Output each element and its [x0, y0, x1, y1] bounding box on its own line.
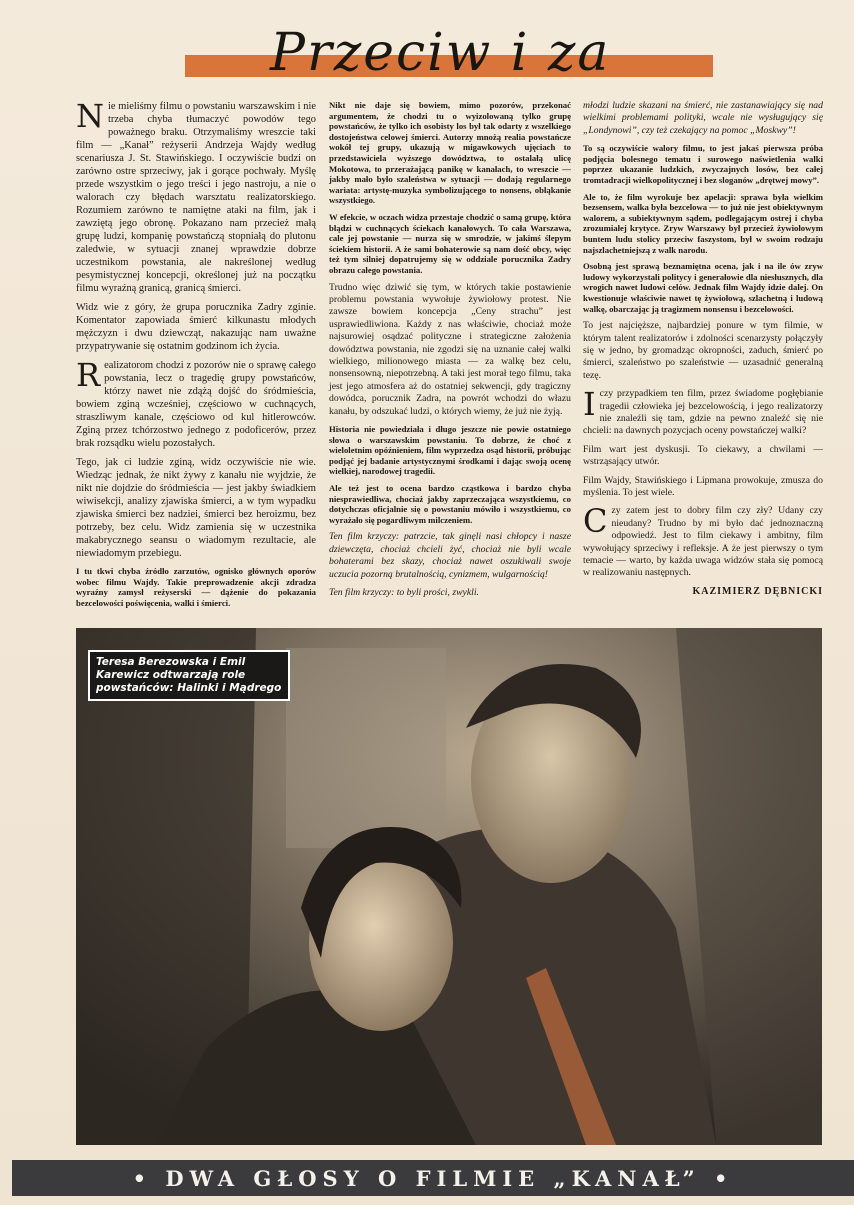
paragraph: Iczy przypadkiem ten film, przez świadome pogłębianie tragedii człowieka jej bezcelowością, i jego realizatorzy nie znaleźli się tam, gdzie na pewno znaleźć się nie chcieli: na dawnych pozycjach oceny powstańczej walki?	[583, 385, 823, 437]
drop-cap: C	[583, 502, 608, 541]
article-title: Przeciw i za	[270, 23, 611, 83]
paragraph: Nie mieliśmy filmu o powstaniu warszawskim i nie trzeba chyba tłumaczyć powodów tego poważnego braku. Otrzymaliśmy wreszcie taki film — „Kanał” reżyserii Andrzeja Wajdy według scenariusza J. St. Stawińskiego. I oczywiście budzi on zarówno ostre sprzeciwy, jak i gorące pochwały. Myślę przede wszystkim o jego treści i jego nastroju, a nie o walorach czy błędach warsztatu realizatorskiego. Rozumiem zarówno te namiętne ataki na film, jak i zawziętą jego obronę. Pokazano nam przecież małą grupę ludzi, kompanię powstańczą stopniałą do plutonu zaledwie, w sytuacji znanej wprawdzie dobrze uczestnikom powstania, ale nakreślonej według pesymistycznej koncepcji, określonej już na początku filmu wyraźną granicą, granicą śmierci.	[76, 97, 316, 294]
paragraph: Realizatorom chodzi z pozorów nie o sprawę całego powstania, lecz o tragedię grupy powstańców, którzy nawet nie zdążą dojść do śródmieścia, bowiem zginą wcześniej, częściowo w cuchnących, straszliwym kanale, częściowo od kul hitlerowców. Zginą przez tchórzostwo jednego z podoficerów, przez brak rozsądku wielu pozostałych.	[76, 356, 316, 449]
paragraph: Film wart jest dyskusji. To ciekawy, a chwilami — wstrząsający utwór.	[583, 443, 823, 468]
column-3	[583, 100, 823, 598]
author-signature: KAZIMIERZ DĘBNICKI	[692, 585, 823, 597]
column-2	[329, 100, 571, 605]
paragraph-italic: młodzi ludzie skazani na śmierć, nie zastanawiający się nad wielkimi problemami polityki, wcale nie wysługujący się „Londynowi”, czy też czekający na pomoc „Moskwy”!	[583, 100, 823, 136]
paragraph-bold: Osobną jest sprawą beznamiętna ocena, jak i na ile ów zryw ludowy wykorzystali politycy i generałowie dla niesłusznych, dla wrogich nawet ludowi celów. Jednak film Wajdy idzie dalej. On kwestionuje właściwie nawet tę żywiołową, szlachetną i ludową walkę, obarczając ją tragizmem nonsensu i bezcelowości.	[583, 261, 823, 314]
paragraph: Czy zatem jest to dobry film czy zły? Udany czy nieudany? Trudno by mi było dać jednoznaczną odpowiedź. Jest to film ciekawy i ambitny, film wywołujący sprzeciwy i refleksje. A że jest pierwszy o tym temacie — warto, by każda uwaga widzów stała się pomocą w realizowaniu następnych.	[583, 502, 823, 579]
paragraph-bold: Ale też jest to ocena bardzo cząstkowa i bardzo chyba niesprawiedliwa, chociaż jakby zaprzeczająca wszystkiemu, co dotychczas oficjalnie się o powstaniu mówiło i wszystkiemu, co wyrażało się pogardliwym milczeniem.	[329, 482, 571, 525]
paragraph-bold: Ale to, że film wyrokuje bez apelacji: sprawa była wielkim bezsensem, walka była bezcelowa — to już nie jest obiektywnym walorem, a subiektywnym sądem, podlegającym ostrej i chyba zrozumiałej krytyce. Zryw Warszawy był przecież żywiołowym buntem ludu stolicy przeciw faszystom, był w swoim rodzaju najszlachetniejszą z walk narodu.	[583, 191, 823, 255]
paragraph-bold: I tu tkwi chyba źródło zarzutów, ognisko głównych oporów wobec filmu Wajdy. Takie preprowadzenie akcji zdradza wyraźny zamysł reżyserski — dążenie do pokazania bezcelowości poświęcenia, walki i śmierci.	[76, 566, 316, 608]
paragraph: Trudno więc dziwić się tym, w których takie postawienie problemu powstania wywołuje żywiołowy protest. Nie zawsze bowiem koncepcja „Ceny strachu” jest usprawiedliwiona. Każdy z nas właściwie, chociaż może najsurowiej osądzać polityczne i strategiczne założenia dowództwa powstania, nie zgodzi się na uznanie całej walki wielkiego, milionowego miasta — za walkę bez celu, nonsensowną, niepotrzebną. A taki jest morał tego filmu, taka jest jego atmosfera aż do ostatniej sekwencji, gdy tragiczny dowódca, porucznik Zadra, na powrót wchodzi do włazu kanału, by odszukać ludzi, o których wiemy, że już nie żyją.	[329, 281, 571, 417]
section-footer-banner: • DWA GŁOSY O FILMIE „KANAŁ” •	[12, 1160, 854, 1196]
paragraph-bold: W efekcie, w oczach widza przestaje chodzić o samą grupę, która błądzi w cuchnących ściekach kanałowych. To cała Warszawa, cale jej powstanie — nurza się w smrodzie, w jakimś ślepym ściekiem historii. A że sami bohaterowie są nam dość obcy, więc też tym silniej dopatrujemy się w oddziale porucznika Zadry obrazu całego powstania.	[329, 211, 571, 275]
paragraph-italic: Ten film krzyczy: to byli prości, zwykli.	[329, 586, 479, 598]
photo-illustration	[76, 628, 822, 1145]
photo-caption: Teresa Berezowska i Emil Karewicz odtwarzają role powstańców: Halinki i Mądrego	[88, 650, 290, 701]
film-still-photo	[76, 628, 822, 1145]
paragraph: Film Wajdy, Stawińskiego i Lipmana prowokuje, zmusza do myślenia. To jest wiele.	[583, 474, 823, 498]
paragraph-bold: To są oczywiście walory filmu, to jest jakaś pierwsza próba podjęcia bolesnego tematu i surowego naświetlenia walki poprzez ukazanie ludzkich, zwyczajnych losów, bez całej tromtadracji wielkopolitycznej i bez sloganów „drętwej mowy”.	[583, 143, 823, 185]
drop-cap: N	[76, 97, 104, 135]
paragraph: Tego, jak ci ludzie zginą, widz oczywiście nie wie. Wiedząc jednak, że nikt żywy z kanału nie wyjdzie, że nikt nie dojdzie do śródmieścia — jest jakby świadkiem wiwisekcji, analizy zjawiska śmierci, a w tym wypadku zjawiska śmierci bez nadziei, śmierci bez heroizmu, bez potrzeby, bez celu. Widz zamienia się w uczestnika makabrycznego seansu o wiadomym rezultacie, ale niewiadomym przebiegu.	[76, 457, 316, 559]
paragraph: Widz wie z góry, że grupa porucznika Zadry zginie. Komentator zapowiada śmierć kilkunastu młodych mężczyzn i dwu dziewcząt, nakazując nam uważne przypatrywanie się ostatnim godzinom ich życia.	[76, 302, 316, 352]
paragraph-bold: Historia nie powiedziała i długo jeszcze nie powie ostatniego słowa o warszawskim powstaniu. To dobrze, że choć z wieloletnim opóźnieniem, film wyprzedza osąd historii, próbując podjąć jej badanie artystycznymi środkami i dając swoją ocenę wielkiej, narodowej tragedii.	[329, 423, 571, 477]
paragraph-italic: Ten film krzyczy: patrzcie, tak ginęli nasi chłopcy i nasze dziewczęta, chociaż chcieli żyć, chociaż nie byli wcale bohaterami bez skazy, chociaż nawet oszukiwali swoje uczucia pozorną brutalnością, cynizmem, wulgarnością!	[329, 531, 571, 580]
paragraph: To jest najcięższe, najbardziej ponure w tym filmie, w którym talent realizatorów i zdolności scenarzysty połączyły się w jedno, by gromadząc okropności, zaduch, śmierć po śmierci, szaleństwo po szaleństwie — uzasadnić generalną tezę.	[583, 320, 823, 381]
paragraph-bold: Nikt nie daje się bowiem, mimo pozorów, przekonać argumentem, że chodzi tu o wyizolowaną tylko grupę powstańców, że tylko ich osobisty los był tak odarty z wszelkiego dostojeństwa celowej śmierci. Autorzy mnożą realia powstańcze wokół tej grupy, ukazują w migawkowych ujęciach to przedstawiciela wyższego dowództwa, to ostalałą ulicę Mokotowa, to przerażającą panikę w kanałach, to wreszcie — jakby mało było szaleństwa w sytuacji — dodają regularnego wariata: artystę-muzyka symbolizującego to nonsens, obłąkanie wszystkiego.	[329, 100, 571, 206]
drop-cap: I	[583, 385, 596, 424]
column-1	[76, 97, 316, 614]
drop-cap: R	[76, 356, 101, 394]
